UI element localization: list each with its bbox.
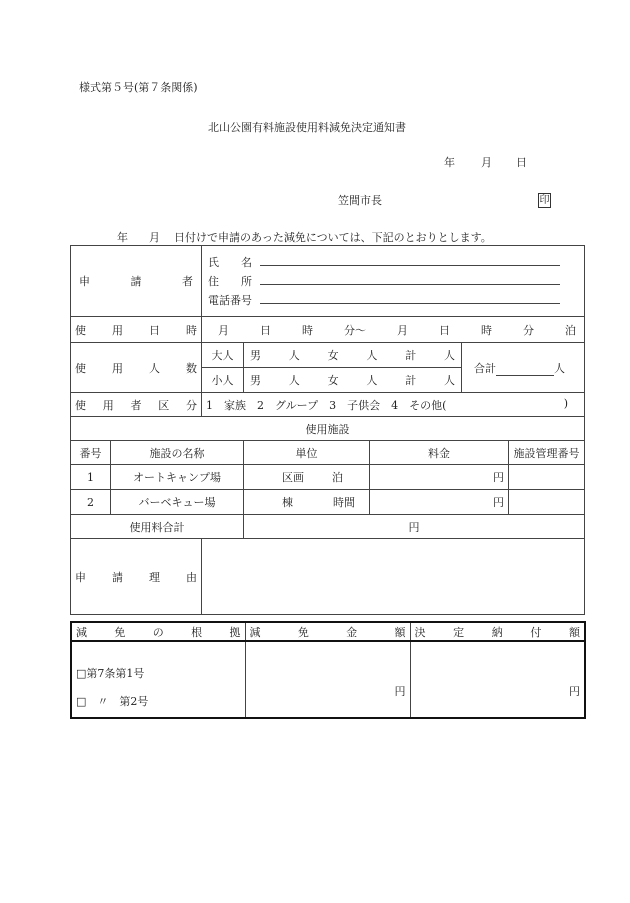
facilities-title-row [71, 417, 585, 441]
adult-label: 大人 [202, 343, 244, 368]
facility-fee[interactable]: 円 [370, 465, 509, 490]
total-count-line [496, 363, 554, 376]
fee-total-row [71, 515, 585, 539]
address-line [260, 272, 560, 285]
form-number: 様式第５号(第７条関係) [79, 81, 198, 94]
reduction-amount-value[interactable]: 円 [245, 641, 410, 718]
facility-row [71, 490, 585, 515]
facility-unit[interactable]: 棟 時間 [244, 490, 370, 515]
facility-management-number[interactable] [509, 465, 585, 490]
reduction-amount-header: 減 免 金 額 [245, 622, 410, 641]
document-title: 北山公園有料施設使用料減免決定通知書 [208, 121, 406, 134]
user-category-row [71, 393, 585, 417]
facility-number: 1 [71, 465, 111, 490]
reason-label: 申 請 理 由 [71, 539, 202, 615]
user-category-label: 使 用 者 区 分 [71, 393, 202, 417]
reason-value[interactable] [202, 539, 585, 615]
header-unit: 単位 [244, 441, 370, 465]
facility-fee[interactable]: 円 [370, 490, 509, 515]
usage-datetime-label: 使 用 日 時 [71, 317, 202, 343]
reduction-body-row [71, 641, 585, 718]
application-table [70, 245, 585, 615]
header-fee: 料金 [370, 441, 509, 465]
applicant-fields [202, 246, 585, 317]
usage-count-label: 使 用 人 数 [71, 343, 202, 393]
facility-name: バーベキュー場 [111, 490, 244, 515]
name-line [260, 253, 560, 266]
address-field[interactable]: 住 所 [208, 272, 560, 291]
date-year: 年 [444, 156, 455, 169]
date-day: 日 [516, 156, 527, 169]
name-field[interactable]: 氏 名 [208, 253, 560, 272]
facility-unit[interactable]: 区画 泊 [244, 465, 370, 490]
issuer-name: 笠間市長 [338, 194, 382, 207]
basis-option-2[interactable]: □ 〃 第2号 [76, 695, 149, 708]
final-payment-value[interactable]: 円 [410, 641, 585, 718]
usage-datetime-value[interactable]: 月 日 時 分～ 月 日 時 分 泊 [202, 317, 585, 343]
facility-management-number[interactable] [509, 490, 585, 515]
final-payment-header: 決 定 納 付 額 [410, 622, 585, 641]
facility-number: 2 [71, 490, 111, 515]
reduction-basis-options[interactable] [71, 641, 245, 718]
applicant-label: 申 請 者 [71, 246, 202, 317]
intro-month: 月 [149, 231, 160, 244]
header-facility-name: 施設の名称 [111, 441, 244, 465]
reduction-header-row [71, 622, 585, 641]
seal-mark: 印 [539, 195, 550, 206]
usage-count-adult-row [71, 343, 585, 368]
facilities-title: 使用施設 [71, 417, 585, 441]
child-label: 小人 [202, 368, 244, 393]
total-count[interactable]: 合計 人 [462, 343, 585, 393]
intro-text: 日付けで申請のあった減免については、下記のとおりとします。 [174, 231, 492, 244]
basis-option-1[interactable]: □第7条第1号 [76, 667, 145, 680]
reduction-basis-header: 減 免 の 根 拠 [71, 622, 245, 641]
adult-count[interactable]: 男 人 女 人 計 人 [244, 343, 462, 368]
date-month: 月 [481, 156, 492, 169]
facility-row [71, 465, 585, 490]
fee-total-value[interactable]: 円 [244, 515, 585, 539]
facility-name: オートキャンプ場 [111, 465, 244, 490]
reduction-table [70, 621, 586, 719]
fee-total-label: 使用料合計 [71, 515, 244, 539]
user-category-options[interactable]: 1 家族 2 グループ 3 子供会 4 その他( ) [202, 393, 585, 417]
phone-line [260, 291, 560, 304]
phone-field[interactable]: 電話番号 [208, 291, 560, 310]
usage-datetime-row [71, 317, 585, 343]
reason-row [71, 539, 585, 615]
header-management-number: 施設管理番号 [509, 441, 585, 465]
child-count[interactable]: 男 人 女 人 計 人 [244, 368, 462, 393]
facilities-header-row [71, 441, 585, 465]
intro-year: 年 [117, 231, 128, 244]
applicant-row [71, 246, 585, 317]
header-number: 番号 [71, 441, 111, 465]
